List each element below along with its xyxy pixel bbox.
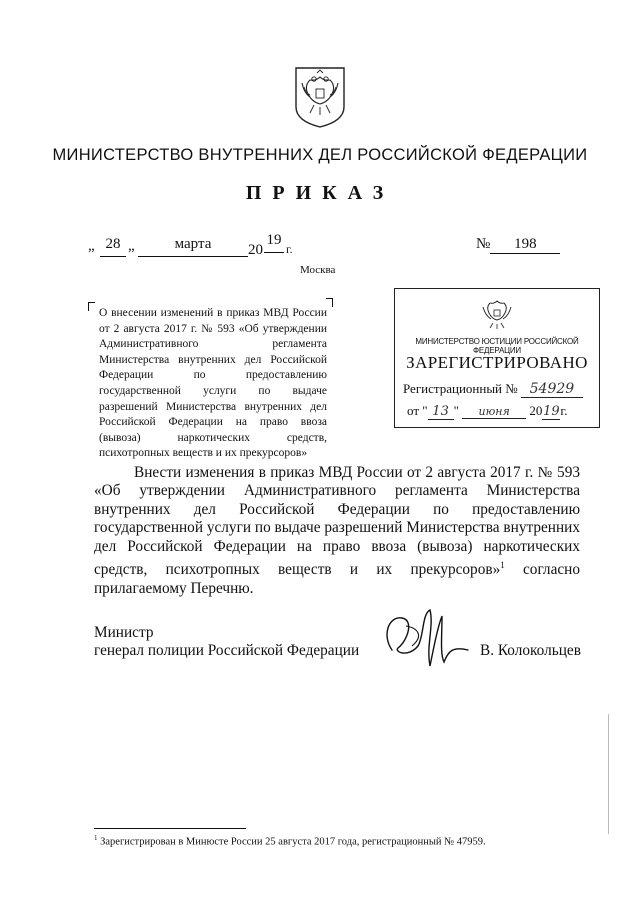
- handwritten-signature: [378, 606, 470, 672]
- scan-artifact-line: [608, 714, 609, 834]
- footnote-text: Зарегистрирован в Минюсте России 25 августа 2017 года, регистрационный № 47959.: [100, 836, 486, 848]
- date-day: 28: [100, 236, 126, 257]
- footnote-divider: [94, 828, 246, 829]
- stamp-title: ЗАРЕГИСТРИРОВАНО: [406, 353, 588, 372]
- stamp-date-prefix: от: [407, 403, 420, 418]
- stamp-reg-number: 54929: [521, 381, 583, 398]
- signatory-name: В. Колокольцев: [480, 642, 581, 659]
- order-number: [476, 236, 560, 254]
- order-subject: О внесении изменений в приказ МВД России от 2 августа 2017 г. № 593 «Об утверждении Административного регламента Министерства внутренних дел Российской Федерации по предоставлению государственной услуги по выдаче разрешений Министерства внутренних дел Российской Федерации на право ввоза (вывоза) наркотических средств, психотропных веществ и их прекурсоров»: [99, 307, 327, 460]
- registration-stamp: [394, 288, 600, 428]
- signatory-position: [94, 624, 359, 661]
- signatory-title: Министр: [94, 624, 154, 641]
- city: Москва: [300, 264, 336, 276]
- order-body: [94, 464, 580, 598]
- footnote-mark: 1: [94, 834, 98, 842]
- date-year-suffix: г.: [286, 242, 293, 256]
- stamp-date-month: июня: [462, 405, 526, 419]
- stamp-date-year-suffix: г.: [560, 403, 568, 418]
- number-value: 198: [490, 236, 560, 254]
- coat-of-arms-emblem: [293, 65, 347, 129]
- order-date: [88, 232, 328, 264]
- date-month: марта: [138, 236, 248, 257]
- number-label: №: [476, 236, 491, 252]
- body-text: Внести изменения в приказ МВД России от 2 августа 2017 г. № 593 «Об утверждении Административного регламента Министерства внутренних дел Российской Федерации по предоставлению государственной услуги по выдаче разрешений Министерства внутренних дел Российской Федерации на право ввоза (вывоза) наркотических средств, психотропных веществ и их прекурсоров»: [94, 464, 580, 579]
- stamp-date-year-prefix: 20: [529, 403, 543, 418]
- signatory-rank: генерал полиции Российской Федерации: [94, 642, 360, 660]
- date-year: 19: [264, 232, 284, 253]
- stamp-date-day: 13: [428, 404, 454, 420]
- quote-close: „: [128, 238, 135, 254]
- footnote-reference: 1: [500, 560, 505, 571]
- stamp-organization: МИНИСТЕРСТВО ЮСТИЦИИ РОССИЙСКОЙ ФЕДЕРАЦИИ: [415, 337, 579, 355]
- stamp-emblem-icon: [479, 295, 515, 331]
- stamp-registration-number: [403, 381, 583, 398]
- stamp-date-year: 19: [543, 404, 560, 419]
- document-type: ПРИКАЗ: [245, 182, 395, 204]
- subject-bracket-left: [88, 302, 95, 311]
- date-year-prefix: 20: [248, 242, 263, 258]
- body-text-end: согласно прилагаемому Перечню.: [94, 561, 580, 597]
- stamp-registration-date: от " 13 " июня 2019г.: [407, 403, 568, 419]
- stamp-reg-label: Регистрационный №: [403, 381, 518, 396]
- ministry-name: МИНИСТЕРСТВО ВНУТРЕННИХ ДЕЛ РОССИЙСКОЙ ФЕДЕРАЦИИ: [52, 146, 588, 164]
- footnote: [94, 834, 486, 848]
- quote-open: „: [88, 238, 95, 254]
- subject-bracket-right: [326, 298, 333, 307]
